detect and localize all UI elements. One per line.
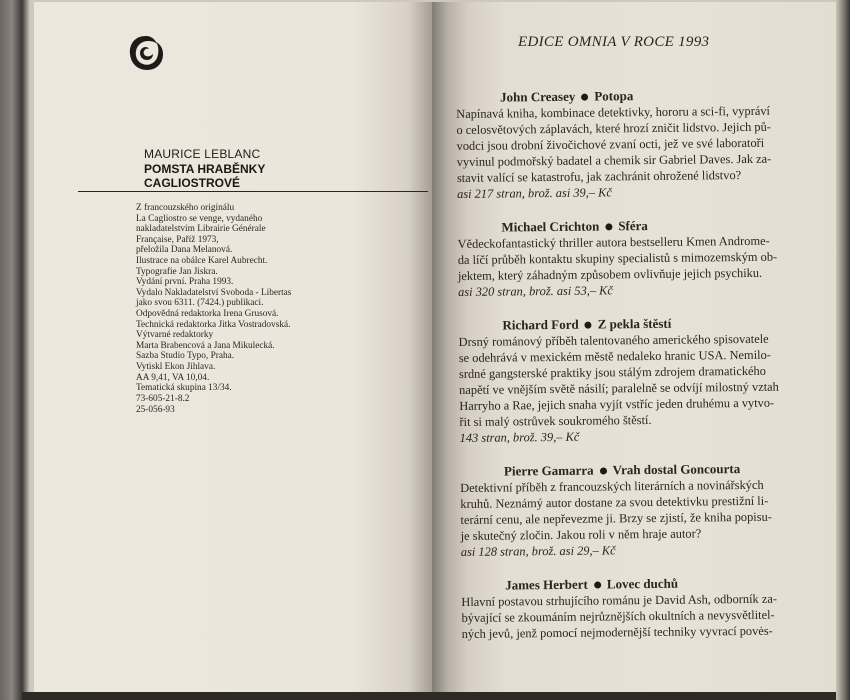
book-title-line: POMSTA HRABĚNKY [144,162,266,176]
entry-description-line: o celosvětových záplavách, které hrozí zničit lidstvo. Jejich pů- [456,119,771,137]
bullet-icon [600,467,607,474]
print-code: 25-056-93 [136,405,175,415]
imprint-line: Française, Paříž 1973, [136,234,219,245]
imprint-line: Ilustrace na obálce Karel Aubrecht. [136,255,268,266]
omnia-logo-icon [126,32,166,74]
entry-description-line: kruhů. Neznámý autor dostane za svou detektivku prestižní li- [460,493,769,511]
entry-title: Potopa [594,88,634,104]
entry-description-line: stavit valící se katastrofu, jak zachránit ohrožené lidstvo? [456,168,742,185]
imprint-line: jako svou 6311. (7424.) publikaci. [136,298,264,309]
page-edge [836,0,850,700]
imprint-line: Tematická skupina 13/34. [136,383,232,394]
entry-description-line: srdné gangsterské praktiky jsou stálým zdrojem dramatického [458,363,766,381]
entry-description-line: da líčí průběh kontaktu skupiny specialistů s mimozemským ob- [457,249,778,267]
entry-description-line: řit si malý ostrůvek soukromého štěstí. [459,412,652,429]
entry-description-line: ných jevů, jenž pomocí nejmodernější techniky vyvrací povės- [461,623,773,641]
imprint-line: Vydání první. Praha 1993. [136,277,234,288]
right-page [432,2,836,692]
entry-meta: asi 320 stran, brož. asi 53,– Kč [458,283,613,299]
entry-description-line: terární cenu, ale nepřevezme ji. Brzy se zjistí, že kniha popisu- [460,509,772,527]
imprint-line: Vydalo Nakladatelství Svoboda - Libertas [136,287,292,298]
bullet-icon [581,93,588,100]
entry-title: Z pekla štěstí [597,315,672,332]
imprint-line: přeložila Dana Melanová. [136,245,233,256]
entry-author: James Herbert [505,576,588,593]
entry-description-line: Detektivní příběh z francouzských literárních a novinářských [460,477,764,495]
entry-description-line: vyvinul podmořský badatel a chemik sir Gabriel Daves. Jak za- [456,151,772,169]
imprint-block [136,203,366,404]
page-header: EDICE OMNIA V ROCE 1993 [518,34,710,50]
entry-description-line: napětí ve vnějším světě násilí; paralelně se odvíjí milostný vztah [459,379,779,397]
imprint-line: Marta Brabencová a Jana Mikulecká. [136,340,275,351]
entry-title: Sféra [618,217,648,234]
entry-author: Pierre Gamarra [503,462,594,479]
author-name: MAURICE LEBLANC [144,147,261,161]
entry-description-line: Harryho a Rae, jejich snaha vyjít vstříc jeden druhému a vytvo- [459,395,775,413]
entry-description-line: Drsný románový příběh talentovaného amerického spisovatele [458,331,769,349]
entry-meta: 143 stran, brož. 39,– Kč [459,429,580,445]
imprint-line: Vytiskl Ekon Jihlava. [136,361,216,372]
left-page [34,2,432,692]
entry-meta: asi 217 stran, brož. asi 39,– Kč [457,185,612,201]
imprint-line: Sazba Studio Typo, Praha. [136,351,235,362]
entry-title: Vrah dostal Goncourta [612,461,741,478]
book-title-line: CAGLIOSTROVÉ [144,176,241,190]
entry-description-line: Vědeckofantastický thriller autora bestselleru Kmen Androme- [457,233,770,251]
bullet-icon [585,321,592,328]
imprint-line: AA 9,41, VA 10,04. [136,372,210,383]
entry-description-line: Hlavní postavou strhujícího románu je David Ash, odborník za- [461,591,777,609]
entry-description-line: je skutečný zločin. Jakou roli v něm hraje autor? [460,526,702,543]
catalog-entry [458,314,829,446]
divider [78,191,428,192]
catalog-entry [461,574,832,642]
imprint-line: Výtvarné redaktorky [136,330,214,341]
entry-description-line: vodci jsou drobní živočichové zvaní octi, jež ve své laboratoři [456,135,765,153]
catalog-list [456,86,832,660]
entry-author: Richard Ford [502,316,579,333]
imprint-line: Odpovědná redaktorka Irena Grusová. [136,308,279,319]
imprint-line: Typografie Jan Jiskra. [136,266,218,277]
catalog-entry [460,460,831,560]
imprint-line: La Cagliostro se venge, vydaného [136,213,263,224]
imprint-line: Technická redaktorka Jitka Vostradovská. [136,319,291,330]
bullet-icon [594,581,601,588]
entry-author: Michael Crichton [501,218,600,235]
entry-description-line: jektem, který záhadným způsobem ovlivňuje jejich psychiku. [457,265,763,283]
catalog-entry [456,86,827,202]
imprint-line: nakladatelstvím Librairie Générale [136,224,266,235]
book-title [144,162,265,190]
entry-description-line: Napínavá kniha, kombinace detektivky, hororu a sci-fi, vypráví [456,103,770,121]
bullet-icon [605,223,612,230]
imprint-line: 73-605-21-8.2 [136,393,190,404]
catalog-entry [457,216,828,300]
page-edge-bottom [22,692,836,700]
imprint-line: Z francouzského originálu [136,203,235,213]
entry-title: Lovec duchů [606,575,679,592]
entry-meta: asi 128 stran, brož. asi 29,– Kč [460,543,616,559]
entry-description-line: bývající se zkoumáním nejrůznějších okultních a nevysvětlitel- [461,607,775,625]
entry-description-line: se odehrává v mexickém městě nedaleko hranic USA. Nemilo- [458,347,771,365]
entry-author: John Creasey [499,88,576,105]
